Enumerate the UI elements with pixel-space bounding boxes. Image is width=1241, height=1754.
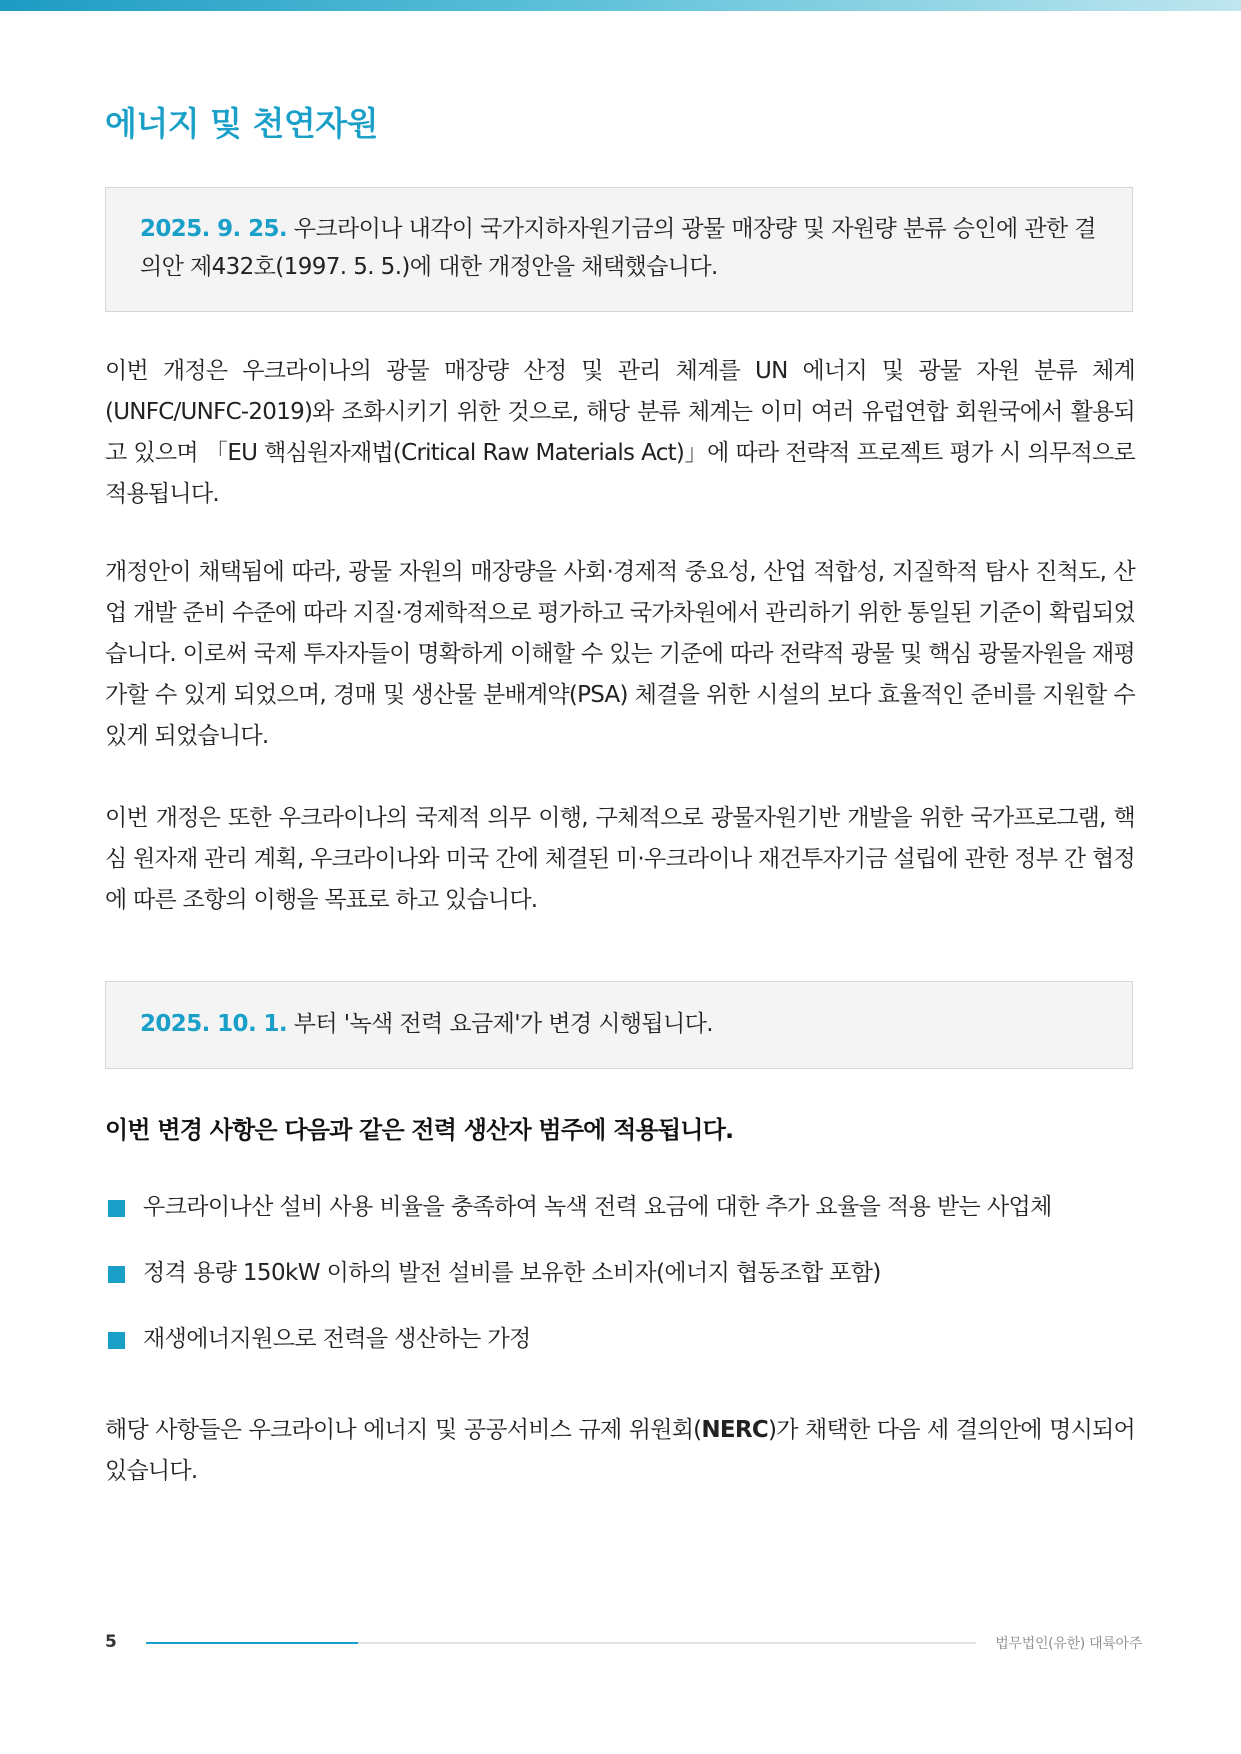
notice-date: 2025. 9. 25. [140,216,288,242]
list-item-text: 재생에너지원으로 전력을 생산하는 가정 [143,1326,531,1352]
notice-box-resolution [105,187,1133,312]
list-item-text: 우크라이나산 설비 사용 비율을 충족하여 녹색 전력 요금에 대한 추가 요율을 적용 받는 사업체 [143,1194,1052,1220]
notice-text: 부터 '녹색 전력 요금제'가 변경 시행됩니다. [287,1011,713,1037]
footer-progress-line [146,1642,976,1644]
paragraph-nerc [105,1410,1135,1492]
section-title: 에너지 및 천연자원 [105,104,379,143]
paragraph-adoption: 개정안이 채택됨에 따라, 광물 자원의 매장량을 사회·경제적 중요성, 산업 적합성, 지질학적 탐사 진척도, 산업 개발 준비 수준에 따라 지질·경제학적으로 평가하고 국가차원에서 관리하기 위한 통일된 기준이 확립되었습니다. 이로써 국제 투자자들이 명확하게 이해할 수 있는 기준에 따라 전략적 광물 및 핵심 광물자원을 재평가할 수 있게 되었으며, 경매 및 생산물 분배계약(PSA) 체결을 위한 시설의 보다 효율적인 준비를 지원할 수 있게 되었습니다. [105,559,1135,749]
notice-box-green-tariff [105,981,1133,1069]
paragraph-obligations: 이번 개정은 또한 우크라이나의 국제적 의무 이행, 구체적으로 광물자원기반 개발을 위한 국가프로그램, 핵심 원자재 관리 계획, 우크라이나와 미국 간에 체결된 미·우크라이나 재건투자기금 설립에 관한 정부 간 협정에 따른 조항의 이행을 목표로 하고 있습니다. [105,805,1135,913]
nerc-abbreviation: NERC [701,1417,768,1443]
square-bullet-icon [108,1266,125,1283]
lead-heading: 이번 변경 사항은 다음과 같은 전력 생산자 범주에 적용됩니다. [105,1116,734,1144]
notice-date: 2025. 10. 1. [140,1011,288,1037]
notice-text: 우크라이나 내각이 국가지하자원기금의 광물 매장량 및 자원량 분류 승인에 관한 결의안 제432호(1997. 5. 5.)에 대한 개정안을 채택했습니다. [140,216,1096,280]
top-accent-bar [0,0,1241,11]
footer-progress-fill [146,1642,358,1644]
square-bullet-icon [108,1332,125,1349]
square-bullet-icon [108,1200,125,1217]
closing-text-before: 해당 사항들은 우크라이나 에너지 및 공공서비스 규제 위원회( [105,1417,702,1443]
page-number: 5 [105,1632,117,1652]
list-item-text: 정격 용량 150kW 이하의 발전 설비를 보유한 소비자(에너지 협동조합 포함) [143,1260,881,1286]
firm-name: 법무법인(유한) 대륙아주 [995,1636,1142,1652]
paragraph-unfc: 이번 개정은 우크라이나의 광물 매장량 산정 및 관리 체계를 UN 에너지 및 광물 자원 분류 체계(UNFC/UNFC-2019)와 조화시키기 위한 것으로, 해당 분류 체계는 이미 여러 유럽연합 회원국에서 활용되고 있으며 「EU 핵심원자재법(Critical Raw Materials Act)」에 따라 전략적 프로젝트 평가 시 의무적으로 적용됩니다. [105,358,1135,507]
closing-text-after: )가 채택한 다음 세 결의안에 명시되어 있습니다. [105,1417,1135,1484]
